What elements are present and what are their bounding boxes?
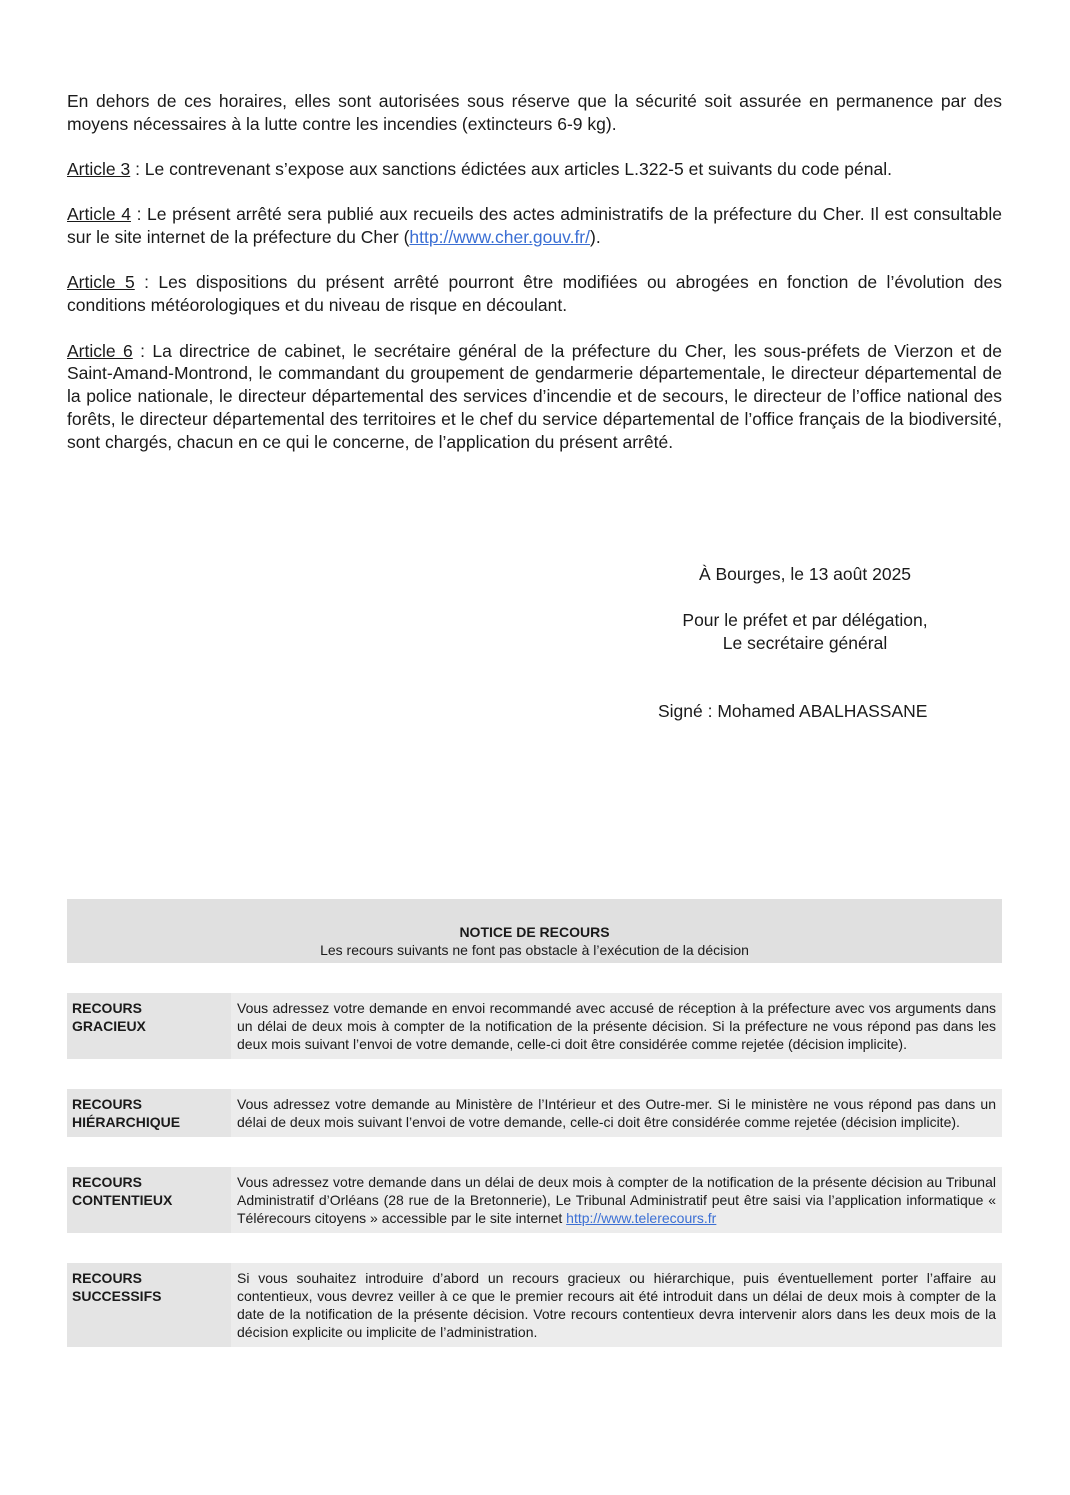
- notice-de-recours: [67, 899, 1002, 1347]
- recours-contentieux-body: Vous adressez votre demande dans un délai de deux mois à compter de la notification de la présente décision au Tribunal Administratif d’Orléans (28 rue de la Bretonnerie), Le Tribunal Administratif peut être saisi via l’application informatique « Télérecours citoyens » accessible par le site internet: [237, 1174, 996, 1226]
- article-5: [67, 271, 1002, 317]
- recours-label-line: RECOURS: [72, 1096, 143, 1112]
- recours-gracieux-text: Vous adressez votre demande en envoi recommandé avec accusé de réception à la préfecture avec vos arguments dans un délai de deux mois à compter de la notification de la présente décision. Si la préfecture ne vous répond pas dans les deux mois suivant l’envoi de votre demande, celle-ci doit être considérée comme rejetée (décision implicite).: [231, 993, 1002, 1059]
- recours-contentieux-text: [231, 1167, 1002, 1233]
- recours-label-line: CONTENTIEUX: [72, 1192, 173, 1208]
- article-4-after: ).: [590, 227, 601, 248]
- notice-header: [67, 899, 1002, 963]
- recours-hierarchique-row: [67, 1089, 1002, 1137]
- signatory-role: Le secrétaire général: [722, 632, 888, 653]
- article-4: [67, 203, 1002, 249]
- recours-gracieux-row: [67, 993, 1002, 1059]
- recours-contentieux-label: [67, 1167, 231, 1233]
- article-4-text: : Le présent arrêté sera publié aux recueils des actes administratifs de la préfecture du Cher. Il est consultable sur le site internet de la préfecture du Cher (: [67, 204, 1002, 248]
- recours-label-line: RECOURS: [72, 1000, 143, 1016]
- recours-successifs-text: Si vous souhaitez introduire d’abord un recours gracieux ou hiérarchique, puis éventuellement porter l’affaire au contentieux, vous devrez veiller à ce que le premier recours ait été introduit dans un délai de deux mois à compter de la date de la notification de la présente décision. Votre recours contentieux devra intervenir alors dans les deux mois de la décision explicite ou implicite de l’administration.: [231, 1263, 1002, 1347]
- telerecours-link[interactable]: http://www.telerecours.fr: [566, 1210, 717, 1226]
- article-3-label: Article 3: [67, 159, 131, 180]
- recours-label-line: SUCCESSIFS: [72, 1288, 162, 1304]
- article-3-text: : Le contrevenant s’expose aux sanctions édictées aux articles L.322-5 et suivants du code pénal.: [130, 159, 892, 180]
- article-6: [67, 340, 1002, 454]
- recours-label-line: HIÉRARCHIQUE: [72, 1114, 181, 1130]
- intro-paragraph: En dehors de ces horaires, elles sont autorisées sous réserve que la sécurité soit assurée en permanence par des moyens nécessaires à la lutte contre les incendies (extincteurs 6-9 kg).: [67, 91, 1002, 134]
- recours-gracieux-label: [67, 993, 231, 1059]
- article-4-label: Article 4: [67, 204, 131, 225]
- article-6-text: : La directrice de cabinet, le secrétaire général de la préfecture du Cher, les sous-préfets de Vierzon et de Saint-Amand-Montrond, le commandant du groupement de gendarmerie départementale, le directeur départemental de la police nationale, le directeur départemental des services d’incendie et de secours, le directeur de l’office national des forêts, le directeur départemental des territoires et le chef du service départemental de l’office français de la biodiversité, sont chargés, chacun en ce qui le concerne, de l’application du présent arrêté.: [67, 340, 1003, 452]
- recours-hierarchique-text: Vous adressez votre demande au Ministère de l’Intérieur et des Outre-mer. Si le ministère ne vous répond pas dans un délai de deux mois suivant l’envoi de votre demande, celle-ci doit être considérée comme rejetée (décision implicite).: [231, 1089, 1002, 1137]
- recours-successifs-label: [67, 1263, 231, 1347]
- article-5-text: : Les dispositions du présent arrêté pourront être modifiées ou abrogées en fonction de l’évolution des conditions météorologiques et du niveau de risque en découlant.: [67, 272, 1002, 316]
- article-6-label: Article 6: [67, 340, 133, 361]
- recours-successifs-row: [67, 1263, 1002, 1347]
- delegation-line: Pour le préfet et par délégation,: [682, 609, 928, 630]
- recours-label-line: GRACIEUX: [72, 1018, 146, 1034]
- article-5-label: Article 5: [67, 272, 135, 293]
- notice-title: NOTICE DE RECOURS: [459, 924, 610, 940]
- recours-label-line: RECOURS: [72, 1270, 143, 1286]
- recours-contentieux-row: [67, 1167, 1002, 1233]
- recours-hierarchique-label: [67, 1089, 231, 1137]
- notice-subtitle: Les recours suivants ne font pas obstacle à l’exécution de la décision: [320, 942, 749, 958]
- recours-label-line: RECOURS: [72, 1174, 143, 1190]
- document-body: [67, 90, 1002, 476]
- signature-block: [590, 563, 1020, 723]
- prefecture-website-link[interactable]: http://www.cher.gouv.fr/: [409, 227, 590, 248]
- article-3: [67, 158, 1002, 181]
- signed-by: Signé : Mohamed ABALHASSANE: [658, 701, 928, 722]
- place-date: À Bourges, le 13 août 2025: [698, 564, 912, 584]
